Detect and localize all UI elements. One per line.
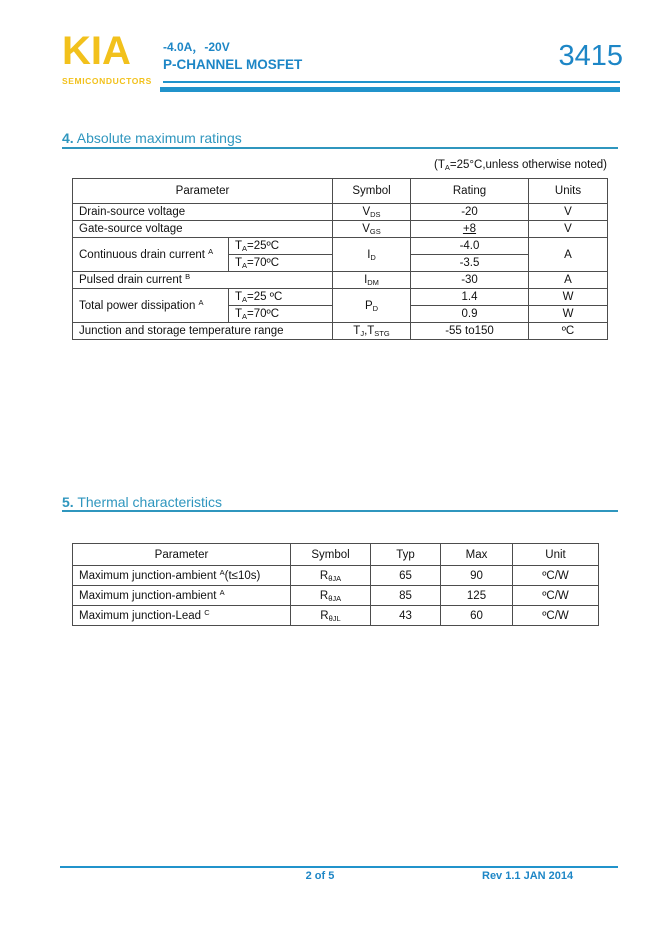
param-cell: Continuous drain current $^A$ <box>73 238 229 272</box>
param-cell: Maximum junction-ambient $^A$ <box>73 586 291 606</box>
max-cell: 60 <box>441 606 513 626</box>
param-cell: Drain-source voltage <box>73 204 333 221</box>
header-rule-thin <box>163 81 620 83</box>
param-cell: Total power dissipation $^A$ <box>73 289 229 323</box>
typ-cell: 43 <box>371 606 441 626</box>
rating-cell: 1.4 <box>411 289 529 306</box>
page-number: 2 of 5 <box>305 870 335 882</box>
rating-cell: -30 <box>411 272 529 289</box>
table-header-row <box>73 179 608 204</box>
units-cell: W <box>529 306 608 323</box>
part-number: 3415 <box>558 40 623 72</box>
symbol-cell: $R_{\theta JL}$ <box>291 606 371 626</box>
rating-cell: +8 <box>411 221 529 238</box>
table-row <box>73 566 599 586</box>
col-header-symbol: Symbol <box>333 179 411 204</box>
table-row <box>73 323 608 340</box>
units-cell: V <box>529 221 608 238</box>
units-cell: ºC <box>529 323 608 340</box>
units-cell: A <box>529 272 608 289</box>
symbol-cell: $I_{DM}$ <box>333 272 411 289</box>
thermal-characteristics-table <box>72 543 599 626</box>
param-cell: Maximum junction-Lead $^C$ <box>73 606 291 626</box>
section-label: Absolute maximum ratings <box>73 130 242 146</box>
header-rule-thick <box>160 87 620 92</box>
symbol-cell: $I_D$ <box>333 238 411 272</box>
units-cell: W <box>529 289 608 306</box>
absolute-maximum-ratings-table <box>72 178 608 340</box>
table-row <box>73 289 608 306</box>
symbol-cell: $V_{DS}$ <box>333 204 411 221</box>
logo-subtext: SEMICONDUCTORS <box>62 76 152 86</box>
col-header-max: Max <box>441 544 513 566</box>
table-row <box>73 606 599 626</box>
device-rating-line: -4.0A，-20V <box>163 40 230 54</box>
col-header-parameter: Parameter <box>73 179 333 204</box>
unit-cell: ºC/W <box>513 566 599 586</box>
symbol-cell: $R_{\theta JA}$ <box>291 566 371 586</box>
rating-cell: 0.9 <box>411 306 529 323</box>
logo-text: KIA <box>62 29 131 73</box>
section-label: Thermal characteristics <box>73 494 223 510</box>
table-row <box>73 272 608 289</box>
device-type-line: P-CHANNEL MOSFET <box>163 56 303 72</box>
section-number: 4. <box>62 130 74 146</box>
section-number: 5. <box>62 494 74 510</box>
param-cell: Pulsed drain current $^B$ <box>73 272 333 289</box>
col-header-typ: Typ <box>371 544 441 566</box>
section-rule <box>62 510 618 512</box>
typ-cell: 65 <box>371 566 441 586</box>
units-cell: A <box>529 238 608 272</box>
max-cell: 125 <box>441 586 513 606</box>
symbol-cell: $R_{\theta JA}$ <box>291 586 371 606</box>
device-summary <box>163 39 302 73</box>
section-title-absolute-maximum-ratings <box>62 130 242 146</box>
param-cell: Junction and storage temperature range <box>73 323 333 340</box>
rating-cell: -20 <box>411 204 529 221</box>
symbol-cell: $V_{GS}$ <box>333 221 411 238</box>
col-header-rating: Rating <box>411 179 529 204</box>
symbol-cell: $T_J,T_{STG}$ <box>333 323 411 340</box>
brand-logo <box>62 30 152 86</box>
condition-cell: $T_A=25ºC$ <box>229 238 333 255</box>
condition-cell: $T_A=70ºC$ <box>229 255 333 272</box>
table-header-row <box>73 544 599 566</box>
table-row <box>73 204 608 221</box>
section-rule <box>62 147 618 149</box>
rating-cell: -55 to150 <box>411 323 529 340</box>
rating-cell: -3.5 <box>411 255 529 272</box>
typ-cell: 85 <box>371 586 441 606</box>
max-cell: 90 <box>441 566 513 586</box>
table-row <box>73 221 608 238</box>
col-header-parameter: Parameter <box>73 544 291 566</box>
col-header-symbol: Symbol <box>291 544 371 566</box>
col-header-units: Units <box>529 179 608 204</box>
condition-cell: $T_A=70ºC$ <box>229 306 333 323</box>
revision-label: Rev 1.1 JAN 2014 <box>482 870 574 882</box>
symbol-cell: $P_D$ <box>333 289 411 323</box>
condition-cell: $T_A=25$ ºC <box>229 289 333 306</box>
param-cell: Maximum junction-ambient $^A$(t≤10s) <box>73 566 291 586</box>
table-row <box>73 238 608 255</box>
condition-note: ($T_A=25^\circ C,unless$ otherwise noted) <box>434 159 607 172</box>
unit-cell: ºC/W <box>513 606 599 626</box>
footer-rule <box>60 866 618 868</box>
rating-cell: -4.0 <box>411 238 529 255</box>
units-cell: V <box>529 204 608 221</box>
table-row <box>73 586 599 606</box>
col-header-unit: Unit <box>513 544 599 566</box>
unit-cell: ºC/W <box>513 586 599 606</box>
param-cell: Gate-source voltage <box>73 221 333 238</box>
section-title-thermal-characteristics <box>62 494 222 510</box>
